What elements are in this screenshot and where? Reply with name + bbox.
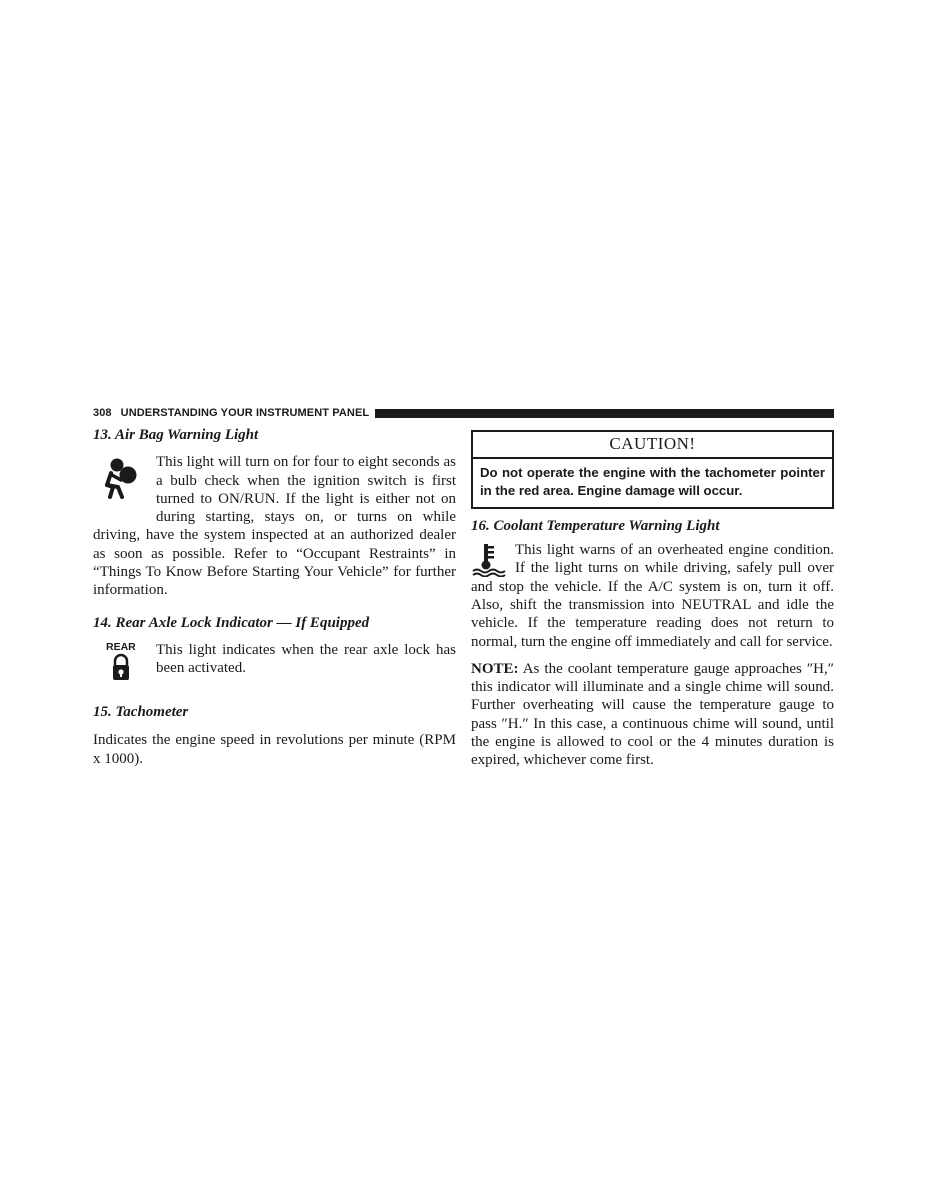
rear-axle-section — [93, 614, 456, 685]
note-label: NOTE: — [471, 660, 519, 677]
tachometer-section — [93, 703, 456, 768]
page-number: 308 — [93, 407, 112, 419]
header-rule — [375, 409, 834, 418]
caution-box — [471, 430, 834, 509]
section-title: UNDERSTANDING YOUR INSTRUMENT PANEL — [120, 407, 370, 419]
tachometer-heading: 15. Tachometer — [93, 703, 189, 720]
page-header — [93, 406, 834, 420]
rear-axle-icon-label: REAR — [106, 640, 136, 653]
airbag-heading: 13. Air Bag Warning Light — [93, 427, 259, 443]
caution-text: Do not operate the engine with the tachometer pointer in the red area. Engine damage will occur. — [480, 465, 825, 499]
airbag-warning-icon — [93, 453, 149, 511]
coolant-section — [471, 517, 834, 651]
left-column — [93, 426, 456, 768]
note-paragraph — [471, 660, 834, 770]
coolant-heading: 16. Coolant Temperature Warning Light — [471, 517, 720, 534]
right-column — [471, 426, 834, 770]
coolant-temperature-icon — [471, 541, 509, 577]
caution-title: CAUTION! — [473, 432, 832, 459]
rear-axle-text: This light indicates when the rear axle lock has been activated. — [156, 641, 456, 677]
rear-axle-lock-icon — [93, 641, 149, 685]
coolant-text: This light warns of an overheated engine condition. If the light turns on while driving, safely pull over and stop the vehicle. If the A/C system is on, turn it off. Also, shift the transmission into NEUTRAL and idle the vehicle. If the temperature reading does not return to normal, turn the engine off immediately and call for service. — [471, 542, 834, 650]
airbag-text: This light will turn on for four to eight seconds as a bulb check when the ignition switch is first turned to ON/RUN. If the light is either not on during starting, stays on, or turns on while driving, have the system inspected at an authorized dealer as soon as possible. Refer to “Occupant Restraints” in “Things To Know Before Starting Your Vehicle” for further information. — [93, 454, 456, 599]
rear-axle-heading: 14. Rear Axle Lock Indicator — If Equipped — [93, 614, 370, 631]
note-text: As the coolant temperature gauge approaches ″H,″ this indicator will illuminate and a single chime will sound. Further overheating will cause the temperature gauge to pass ″H.″ In this case, a continuous chime will sound, until the engine is allowed to cool or the 4 minutes duration is expired, whichever come first. — [471, 660, 834, 769]
airbag-section — [93, 426, 456, 600]
tachometer-text: Indicates the engine speed in revolutions per minute (RPM x 1000). — [93, 732, 456, 767]
